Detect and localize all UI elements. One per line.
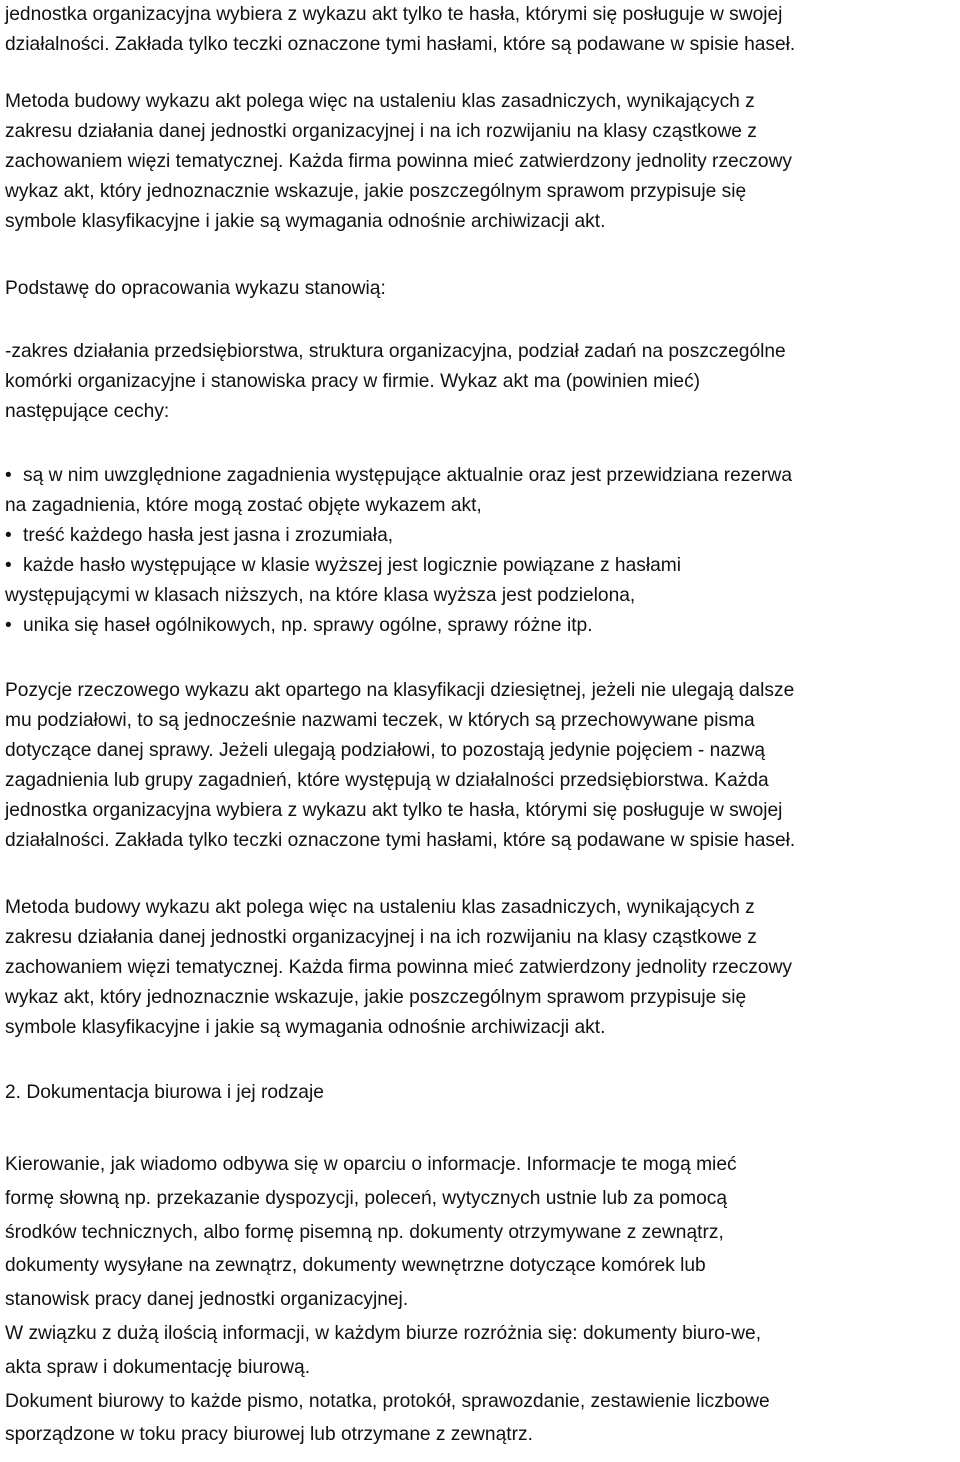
text-line: zachowaniem więzi tematycznej. Każda firma powinna mieć zatwierdzony jednolity rzeczowy (5, 151, 793, 172)
paragraph-scope (5, 337, 786, 427)
text-line: mu podziałowi, to są jednocześnie nazwami teczek, w których są przechowywane pisma (5, 710, 755, 731)
text-line: Pozycje rzeczowego wykazu akt opartego na klasyfikacji dziesiętnej, jeżeli nie ulegają dalsze (5, 680, 795, 701)
list-item (5, 521, 792, 551)
text-line: zakresu działania danej jednostki organizacyjnej i na ich rozwijaniu na klasy cząstkowe z (5, 927, 757, 948)
text-line: wykaz akt, który jednoznacznie wskazuje, jakie poszczególnym sprawom przypisuje się (5, 987, 747, 1008)
text-line: -zakres działania przedsiębiorstwa, struktura organizacyjna, podział zadań na poszczególne (5, 341, 786, 362)
text-line: stanowisk pracy danej jednostki organizacyjnej. (5, 1289, 409, 1311)
text-line: Dokument biurowy to każde pismo, notatka, protokół, sprawozdanie, zestawienie liczbowe (5, 1390, 770, 1412)
text-line: jednostka organizacyjna wybiera z wykazu akt tylko te hasła, którymi się posługuje w swojej (5, 4, 783, 25)
bullet-icon: • (5, 555, 12, 576)
text-line: działalności. Zakłada tylko teczki oznaczone tymi hasłami, które są podawane w spisie haseł. (5, 830, 796, 851)
text-line: jednostka organizacyjna wybiera z wykazu akt tylko te hasła, którymi się posługuje w swojej (5, 800, 783, 821)
list-item-continuation: na zagadnienia, które mogą zostać objęte wykazem akt, (5, 495, 482, 516)
paragraph-basis (5, 274, 386, 304)
paragraph-positions (5, 676, 795, 856)
list-item-text: treść każdego hasła jest jasna i zrozumiała, (23, 525, 394, 546)
bullet-icon: • (5, 465, 12, 486)
text-line: komórki organizacyjne i stanowiska pracy w firmie. Wykaz akt ma (powinien mieć) (5, 371, 701, 392)
text-line: środków technicznych, albo formę pisemną np. dokumenty otrzymywane z zewnątrz, (5, 1221, 724, 1243)
text-line: W związku z dużą ilością informacji, w każdym biurze rozróżnia się: dokumenty biuro-we, (5, 1322, 762, 1344)
text-line: formę słowną np. przekazanie dyspozycji, poleceń, wytycznych ustnie lub za pomocą (5, 1187, 728, 1209)
bullet-icon: • (5, 525, 12, 546)
text-line: wykaz akt, który jednoznacznie wskazuje, jakie poszczególnym sprawom przypisuje się (5, 181, 747, 202)
heading-text: 2. Dokumentacja biurowa i jej rodzaje (5, 1082, 324, 1103)
text-line: następujące cechy: (5, 401, 170, 422)
text-line: Metoda budowy wykazu akt polega więc na ustaleniu klas zasadniczych, wynikających z (5, 897, 755, 918)
text-line: dotyczące danej sprawy. Jeżeli ulegają podziałowi, to pozostają jedynie pojęciem - nazwą (5, 740, 766, 761)
list-item-text: każde hasło występujące w klasie wyższej jest logicznie powiązane z hasłami (23, 555, 682, 576)
paragraph-continuation (5, 0, 795, 60)
paragraph-method (5, 87, 792, 237)
list-item-text: są w nim uwzględnione zagadnienia występujące aktualnie oraz jest przewidziana rezerwa (23, 465, 792, 486)
text-line: symbole klasyfikacyjne i jakie są wymagania odnośnie archiwizacji akt. (5, 1017, 606, 1038)
text-line: zakresu działania danej jednostki organizacyjnej i na ich rozwijaniu na klasy cząstkowe z (5, 121, 757, 142)
list-item (5, 461, 792, 491)
paragraph-method-repeat (5, 893, 792, 1043)
text-line: zagadnienia lub grupy zagadnień, które występują w działalności przedsiębiorstwa. Każda (5, 770, 769, 791)
list-item (5, 551, 792, 581)
section-heading (5, 1078, 324, 1108)
text-line: Kierowanie, jak wiadomo odbywa się w oparciu o informacje. Informacje te mogą mieć (5, 1154, 737, 1175)
text-line: akta spraw i dokumentację biurową. (5, 1356, 311, 1378)
list-item (5, 611, 792, 641)
text-line: Podstawę do opracowania wykazu stanowią: (5, 278, 386, 299)
text-line: działalności. Zakłada tylko teczki oznaczone tymi hasłami, które są podawane w spisie haseł. (5, 34, 796, 55)
text-line: zachowaniem więzi tematycznej. Każda firma powinna mieć zatwierdzony jednolity rzeczowy (5, 957, 793, 978)
list-item-text: unika się haseł ogólnikowych, np. sprawy ogólne, sprawy różne itp. (23, 615, 593, 636)
text-line: symbole klasyfikacyjne i jakie są wymagania odnośnie archiwizacji akt. (5, 211, 606, 232)
list-item-continuation: występującymi w klasach niższych, na które klasa wyższa jest podzielona, (5, 585, 636, 606)
bullet-icon: • (5, 615, 12, 636)
bullet-list (5, 461, 792, 641)
paragraph-office-docs (5, 1148, 770, 1452)
text-line: dokumenty wysyłane na zewnątrz, dokumenty wewnętrzne dotyczące komórek lub (5, 1255, 706, 1277)
text-line: Metoda budowy wykazu akt polega więc na ustaleniu klas zasadniczych, wynikających z (5, 91, 755, 112)
text-line: sporządzone w toku pracy biurowej lub otrzymane z zewnątrz. (5, 1424, 533, 1446)
